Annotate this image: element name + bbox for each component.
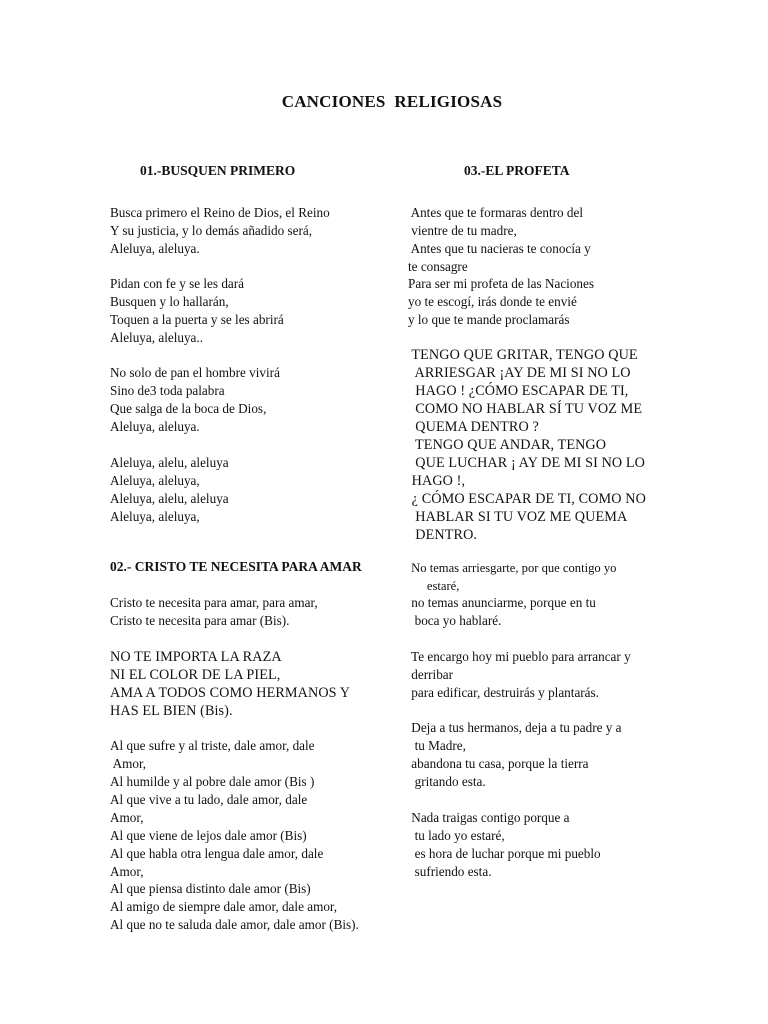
lyric-line: Aleluya, alelu, aleluya [110, 491, 229, 506]
lyric-line: Aleluya, aleluya.. [110, 330, 204, 345]
lyric-line: Busca primero el Reino de Dios, el Reino [110, 205, 330, 220]
lyric-line: Para ser mi profeta de las Naciones [408, 276, 595, 291]
lyric-line: te consagre [408, 259, 468, 274]
lyric-line: vientre de tu madre, [408, 223, 517, 238]
lyric-line: Cristo te necesita para amar (Bis). [110, 613, 290, 628]
lyric-line: abandona tu casa, porque la tierra [408, 756, 589, 771]
lyric-line: Antes que tu nacieras te conocía y [408, 241, 591, 256]
lyric-line: Busquen y lo hallarán, [110, 294, 229, 309]
lyric-chorus-line: COMO NO HABLAR SÍ TU VOZ ME [408, 401, 643, 417]
song-title-busquen-primero: 01.-BUSQUEN PRIMERO [140, 163, 296, 178]
lyric-line: Al que piensa distinto dale amor (Bis) [110, 881, 311, 896]
lyric-line: sufriendo esta. [408, 864, 492, 879]
lyric-line: estaré, [408, 579, 460, 593]
lyric-line: Deja a tus hermanos, deja a tu padre y a [408, 720, 622, 735]
lyric-line: Amor, [110, 756, 147, 771]
lyric-line: no temas anunciarme, porque en tu [408, 595, 596, 610]
lyric-chorus-line: ARRIESGAR ¡AY DE MI SI NO LO [408, 365, 631, 381]
lyric-chorus-line: TENGO QUE ANDAR, TENGO [408, 437, 607, 453]
document-title: CANCIONES RELIGIOSAS [281, 92, 503, 111]
song-title-cristo-te-necesita: 02.- CRISTO TE NECESITA PARA AMAR [110, 559, 362, 574]
song-title-el-profeta: 03.-EL PROFETA [464, 163, 570, 178]
lyric-chorus-line: NO TE IMPORTA LA RAZA [110, 649, 282, 665]
lyric-chorus-line: HAS EL BIEN (Bis). [110, 703, 233, 719]
lyric-line: Te encargo hoy mi pueblo para arrancar y [408, 649, 631, 664]
lyric-chorus-line: ¿ CÓMO ESCAPAR DE TI, COMO NO [408, 491, 646, 507]
lyric-line: Aleluya, aleluya. [110, 419, 200, 434]
lyric-line: Al que vive a tu lado, dale amor, dale [110, 792, 308, 807]
lyric-line: Amor, [110, 810, 144, 825]
lyric-line: No solo de pan el hombre vivirá [110, 365, 280, 380]
lyric-line: Antes que te formaras dentro del [408, 205, 584, 220]
lyric-chorus-line: AMA A TODOS COMO HERMANOS Y [110, 685, 351, 701]
lyric-line: tu Madre, [408, 738, 466, 753]
lyric-chorus-line: TENGO QUE GRITAR, TENGO QUE [408, 347, 638, 363]
lyric-line: Pidan con fe y se les dará [110, 276, 245, 291]
lyric-line: Al que habla otra lengua dale amor, dale [110, 846, 324, 861]
lyric-line: Al amigo de siempre dale amor, dale amor, [110, 899, 338, 914]
lyric-line: Y su justicia, y lo demás añadido será, [110, 223, 313, 238]
lyric-chorus-line: NI EL COLOR DE LA PIEL, [110, 667, 281, 683]
lyric-chorus-line: QUEMA DENTRO ? [408, 419, 539, 435]
lyric-line: Aleluya, alelu, aleluya [110, 455, 229, 470]
lyric-line: Al humilde y al pobre dale amor (Bis ) [110, 774, 315, 789]
lyric-chorus-line: QUE LUCHAR ¡ AY DE MI SI NO LO [408, 455, 646, 471]
lyric-line: Aleluya, aleluya, [110, 509, 200, 524]
lyric-line: Al que sufre y al triste, dale amor, dale [110, 738, 315, 753]
lyric-line: es hora de luchar porque mi pueblo [408, 846, 601, 861]
lyric-line: gritando esta. [408, 774, 486, 789]
lyric-line: Aleluya, aleluya, [110, 473, 200, 488]
lyric-line: boca yo hablaré. [408, 613, 502, 628]
lyric-chorus-line: HABLAR SI TU VOZ ME QUEMA [408, 509, 628, 525]
lyric-line: Nada traigas contigo porque a [408, 810, 570, 825]
lyric-line: Al que viene de lejos dale amor (Bis) [110, 828, 307, 843]
lyric-line: Toquen a la puerta y se les abrirá [110, 312, 284, 327]
lyric-chorus-line: HAGO ! ¿CÓMO ESCAPAR DE TI, [408, 383, 629, 399]
lyric-line: y lo que te mande proclamarás [408, 312, 570, 327]
lyric-line: para edificar, destruirás y plantarás. [408, 685, 599, 700]
lyric-chorus-line: DENTRO. [408, 527, 478, 543]
lyric-chorus-line: HAGO !, [408, 473, 466, 489]
lyric-line: Cristo te necesita para amar, para amar, [110, 595, 318, 610]
lyric-line: yo te escogí, irás donde te envié [408, 294, 577, 309]
lyric-line: Amor, [110, 864, 144, 879]
lyric-line: No temas arriesgarte, por que contigo yo [408, 561, 617, 575]
lyric-line: tu lado yo estaré, [408, 828, 505, 843]
lyric-line: derribar [408, 667, 454, 682]
lyric-line: Aleluya, aleluya. [110, 241, 200, 256]
lyric-line: Sino de3 toda palabra [110, 383, 225, 398]
lyric-line: Que salga de la boca de Dios, [110, 401, 267, 416]
lyric-line: Al que no te saluda dale amor, dale amor (Bis). [110, 917, 359, 932]
